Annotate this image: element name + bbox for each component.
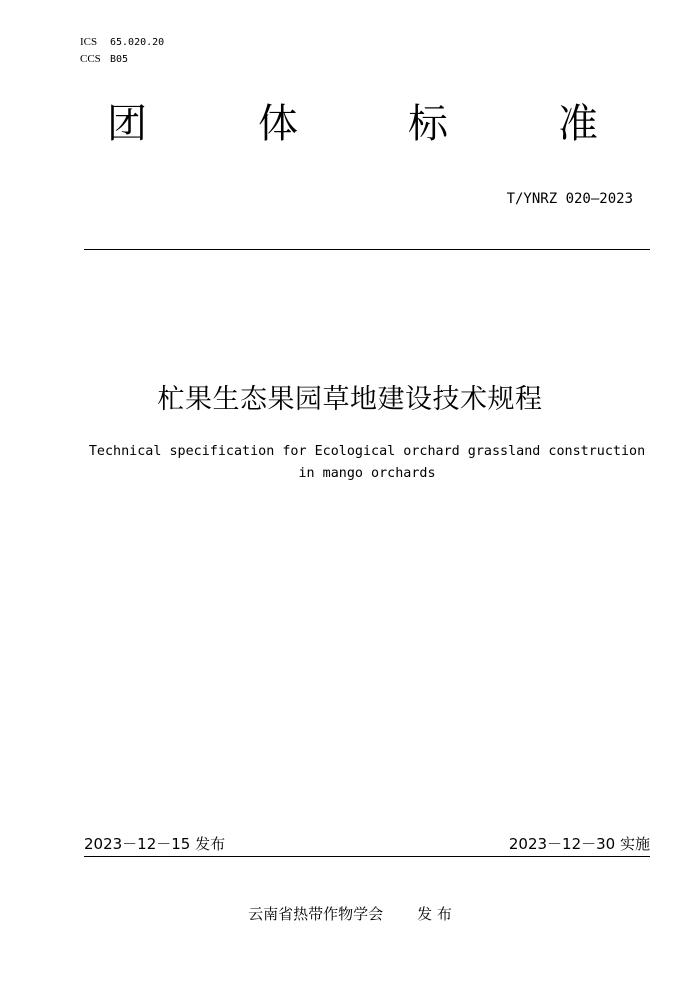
document-title-english [80, 441, 654, 485]
classification-codes [80, 34, 164, 68]
title-english-line-2: in mango orchards [298, 466, 436, 481]
ccs-label: CCS [80, 53, 101, 65]
group-standard-heading [0, 96, 700, 156]
heading-char-1: 团 [107, 101, 147, 147]
ics-code: 65.020.20 [110, 37, 165, 48]
heading-char-2: 体 [258, 101, 298, 147]
ics-row [80, 34, 164, 51]
issue-date: 2023－12－15 发布 [84, 835, 226, 853]
title-english-line-1: Technical specification for Ecological orchard grassland construction [88, 444, 646, 459]
ccs-code: B05 [110, 54, 129, 65]
publisher-name: 云南省热带作物学会 [248, 905, 384, 923]
publisher-line [0, 904, 700, 924]
publisher-action: 发 布 [417, 905, 452, 923]
heading-char-4: 准 [558, 101, 598, 147]
bottom-divider [84, 856, 650, 857]
ics-label: ICS [80, 36, 98, 48]
top-divider [84, 249, 650, 250]
implementation-date: 2023－12－30 实施 [508, 835, 650, 853]
document-title-chinese: 杧果生态果园草地建设技术规程 [157, 384, 543, 415]
heading-char-3: 标 [408, 101, 448, 147]
standard-number: T/YNRZ 020—2023 [506, 191, 633, 207]
ccs-row [80, 51, 164, 68]
